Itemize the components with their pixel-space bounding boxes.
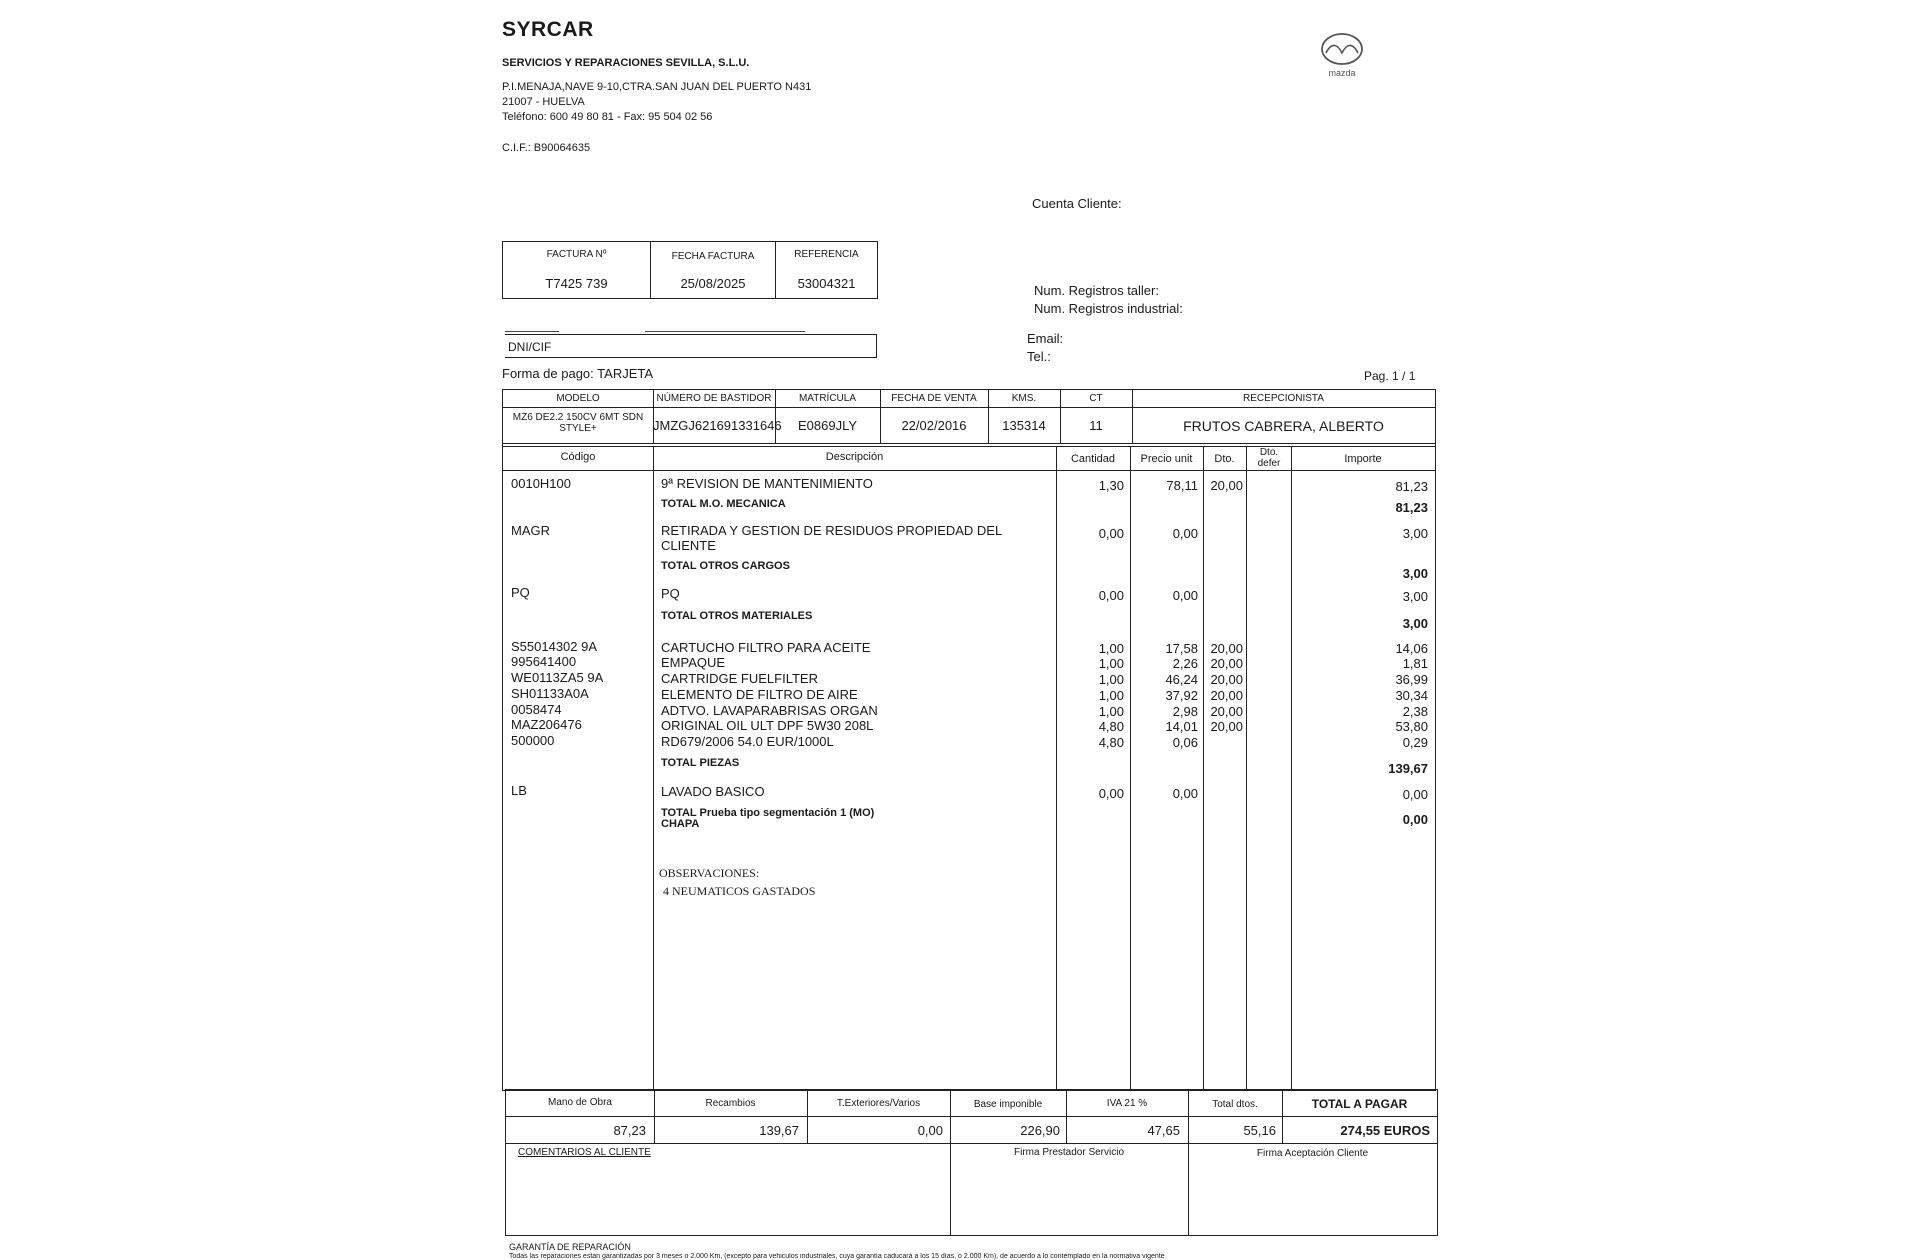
line-discount: 20,00	[1210, 719, 1243, 734]
line-description: PQ	[661, 586, 680, 601]
line-discount: 20,00	[1210, 688, 1243, 703]
invoice-reference-header: REFERENCIA	[794, 249, 859, 260]
line-quantity: 1,00	[1098, 704, 1124, 719]
vehicle-vin: JMZGJ621691331646	[653, 418, 782, 433]
warranty-text: Todas las reparaciones están garantizadas por 3 meses o 2.000 Km, (excepto para vehiculos industriales, cuya garantía caducará a los 15 días, o 2.000 Km), de acuerdo a lo contemplado en la normativa vigente	[509, 1253, 1165, 1260]
line-code: 0010H100	[511, 476, 571, 491]
group-total: 0,00	[1402, 812, 1428, 827]
vat-rate: 21 %	[1124, 1098, 1148, 1109]
dni-box	[505, 334, 877, 358]
line-unit-price: 14,01	[1165, 719, 1198, 734]
company-address-line1: P.I.MENAJA,NAVE 9-10,CTRA.SAN JUAN DEL PUERTO N431	[502, 81, 812, 93]
group-total: 3,00	[1402, 616, 1428, 631]
line-description: RD679/2006 54.0 EUR/1000L	[661, 734, 834, 749]
parts-label: Recambios	[705, 1098, 756, 1109]
line-code: 500000	[511, 733, 555, 748]
line-amount: 0,00	[1402, 787, 1428, 802]
group-total: 81,23	[1395, 500, 1428, 515]
vehicle-header-kms: KMS.	[1011, 393, 1037, 404]
vehicle-header-vin: NÚMERO DE BASTIDOR	[656, 393, 772, 404]
line-description: CARTRIDGE FUELFILTER	[661, 671, 818, 686]
line-amount: 36,99	[1395, 672, 1428, 687]
line-code: S55014302 9A	[511, 639, 598, 654]
dni-top-line-left	[505, 331, 559, 332]
line-amount: 3,00	[1402, 589, 1428, 604]
lcol-desc	[1056, 446, 1057, 1090]
invoice-number: T7425 739	[545, 276, 608, 291]
parts-value: 139,67	[759, 1123, 799, 1138]
line-code: PQ	[511, 585, 530, 600]
vat-label-text: IVA	[1106, 1098, 1122, 1109]
vehicle-model-line2: STYLE+	[559, 423, 597, 434]
line-unit-price: 37,92	[1165, 688, 1198, 703]
header-amount: Importe	[1344, 453, 1382, 465]
vehicle-header-divider	[503, 407, 1435, 408]
vehicle-header-sale-date: FECHA DE VENTA	[891, 393, 977, 404]
line-quantity: 0,00	[1098, 526, 1124, 541]
line-unit-price: 0,00	[1172, 588, 1198, 603]
payment-method	[502, 366, 653, 381]
company-legal-name: SERVICIOS Y REPARACIONES SEVILLA, S.L.U.	[502, 57, 750, 69]
line-unit-price: 46,24	[1165, 672, 1198, 687]
discounts-label: Total dtos.	[1212, 1099, 1258, 1110]
invoice-reference-cell	[776, 242, 877, 298]
vat-value: 47,65	[1147, 1123, 1180, 1138]
header-quantity: Cantidad	[1070, 453, 1116, 465]
invoice-date-header: FECHA FACTURA	[671, 251, 755, 262]
line-code: MAZ206476	[511, 717, 582, 732]
lcol-qty	[1130, 446, 1131, 1090]
group-total-label: TOTAL Prueba tipo segmentación 1 (MO) CHAPA	[661, 807, 875, 830]
line-description: 9ª REVISION DE MANTENIMIENTO	[661, 476, 873, 491]
line-unit-price: 0,06	[1172, 735, 1198, 750]
header-deferred-discount: Dto. defer	[1257, 447, 1281, 469]
vat-label	[1066, 1098, 1188, 1109]
line-discount: 20,00	[1210, 641, 1243, 656]
email-label: Email:	[1027, 331, 1064, 346]
line-code: 0058474	[511, 702, 562, 717]
lcol-price	[1203, 446, 1204, 1090]
vehicle-row-divider	[503, 443, 1435, 444]
base-label: Base imponible	[973, 1099, 1043, 1110]
vehicle-plate: E0869JLY	[797, 418, 858, 433]
invoice-info-box	[502, 241, 878, 299]
line-discount: 20,00	[1210, 478, 1243, 493]
line-discount: 20,00	[1210, 704, 1243, 719]
line-unit-price: 17,58	[1165, 641, 1198, 656]
header-description: Descripción	[825, 451, 884, 463]
mazda-logo-text: mazda	[1328, 68, 1356, 78]
warranty-title: GARANTÍA DE REPARACIÓN	[509, 1242, 631, 1252]
line-amount: 30,34	[1395, 688, 1428, 703]
header-unit-price: Precio unit	[1140, 453, 1193, 465]
line-quantity: 1,00	[1098, 641, 1124, 656]
line-description: ADTVO. LAVAPARABRISAS ORGAN	[661, 703, 878, 718]
line-quantity: 4,80	[1098, 719, 1124, 734]
dni-label: DNI/CIF	[508, 340, 552, 354]
line-code: MAGR	[511, 523, 550, 538]
line-code: LB	[511, 783, 527, 798]
company-cif: C.I.F.: B90064635	[502, 142, 591, 154]
vehicle-sale-date: 22/02/2016	[901, 418, 967, 433]
header-discount: Dto.	[1214, 453, 1235, 465]
line-amount: 1,81	[1402, 656, 1428, 671]
line-amount: 2,38	[1402, 704, 1428, 719]
group-total-label: TOTAL PIEZAS	[661, 757, 740, 769]
group-total-label: TOTAL M.O. MECANICA	[661, 498, 786, 510]
company-name: SYRCAR	[502, 18, 594, 41]
totals-divider	[506, 1116, 1437, 1117]
line-description: ORIGINAL OIL ULT DPF 5W30 208L	[661, 718, 874, 733]
tel-label: Tel.:	[1027, 349, 1051, 364]
vehicle-header-plate: MATRÍCULA	[798, 393, 857, 404]
base-value: 226,90	[1020, 1123, 1060, 1138]
line-amount: 14,06	[1395, 641, 1428, 656]
total-value: 274,55 EUROS	[1340, 1123, 1430, 1138]
group-total: 139,67	[1388, 761, 1428, 776]
line-quantity: 1,00	[1098, 656, 1124, 671]
client-account-label: Cuenta Cliente:	[1032, 196, 1122, 211]
client-signature-label: Firma Aceptación Cliente	[1256, 1148, 1369, 1159]
observations-text: 4 NEUMATICOS GASTADOS	[663, 884, 816, 898]
external-label: T.Exteriores/Varios	[836, 1098, 921, 1109]
line-quantity: 0,00	[1098, 786, 1124, 801]
vehicle-row-divider-2	[503, 446, 1435, 447]
total-label: TOTAL A PAGAR	[1311, 1097, 1408, 1111]
line-quantity: 4,80	[1098, 735, 1124, 750]
invoice-date-cell	[651, 242, 776, 298]
line-unit-price: 0,00	[1172, 526, 1198, 541]
line-amount: 53,80	[1395, 719, 1428, 734]
vehicle-model-line1: MZ6 DE2.2 150CV 6MT SDN	[512, 412, 644, 423]
header-code: Código	[560, 451, 596, 463]
line-description: CARTUCHO FILTRO PARA ACEITE	[661, 640, 871, 655]
invoice-number-header: FACTURA Nº	[546, 249, 607, 260]
reg-industrial-label: Num. Registros industrial:	[1034, 301, 1183, 316]
labor-value: 87,23	[613, 1123, 646, 1138]
discounts-value: 55,16	[1243, 1123, 1276, 1138]
group-total-label: TOTAL OTROS CARGOS	[661, 560, 790, 572]
lcol-dto	[1246, 446, 1247, 1090]
vehicle-receptionist: FRUTOS CABRERA, ALBERTO	[1183, 418, 1384, 434]
line-amount: 0,29	[1402, 735, 1428, 750]
lcol-code	[653, 446, 654, 1090]
line-discount: 20,00	[1210, 672, 1243, 687]
line-description: EMPAQUE	[661, 655, 726, 670]
invoice-reference: 53004321	[797, 276, 856, 291]
line-code: SH01133A0A	[511, 686, 589, 701]
line-discount: 20,00	[1210, 656, 1243, 671]
lines-header-divider	[503, 470, 1435, 471]
line-quantity: 0,00	[1098, 588, 1124, 603]
external-value: 0,00	[917, 1123, 943, 1138]
payment-label: Forma de pago:	[502, 366, 594, 381]
page-number: Pag. 1 / 1	[1364, 369, 1416, 383]
line-unit-price: 2,26	[1172, 656, 1198, 671]
line-amount: 3,00	[1402, 526, 1428, 541]
line-unit-price: 0,00	[1172, 786, 1198, 801]
line-unit-price: 2,98	[1172, 704, 1198, 719]
comments-label: COMENTARIOS AL CLIENTE	[518, 1147, 651, 1158]
vehicle-header-model: MODELO	[556, 393, 600, 404]
signature-box	[505, 1142, 1438, 1236]
vehicle-header-ct: CT	[1089, 393, 1103, 404]
line-quantity: 1,30	[1098, 478, 1124, 493]
provider-signature-label: Firma Prestador Servicio	[1013, 1147, 1125, 1158]
company-phone: Teléfono: 600 49 80 81 - Fax: 95 504 02 56	[502, 111, 713, 123]
line-quantity: 1,00	[1098, 672, 1124, 687]
invoice-date: 25/08/2025	[680, 276, 746, 291]
dni-top-line-right	[645, 331, 805, 332]
group-total: 3,00	[1402, 566, 1428, 581]
vehicle-header-receptionist: RECEPCIONISTA	[1243, 393, 1324, 404]
labor-label: Mano de Obra	[548, 1097, 612, 1108]
line-description: RETIRADA Y GESTION DE RESIDUOS PROPIEDAD DEL CLIENTE	[661, 523, 1002, 553]
invoice-lines-table	[502, 389, 1436, 1091]
line-unit-price: 78,11	[1166, 478, 1198, 493]
line-quantity: 1,00	[1098, 688, 1124, 703]
line-amount: 81,23	[1395, 479, 1428, 494]
vehicle-model	[505, 412, 651, 434]
invoice-number-cell	[503, 242, 651, 298]
vehicle-kms: 135314	[1002, 418, 1046, 433]
reg-taller-label: Num. Registros taller:	[1034, 283, 1159, 298]
line-code: WE0113ZA5 9A	[511, 670, 604, 685]
group-total-label: TOTAL OTROS MATERIALES	[661, 610, 813, 622]
payment-value: TARJETA	[597, 366, 654, 381]
company-address-line2: 21007 - HUELVA	[502, 96, 585, 108]
line-code: 995641400	[511, 654, 577, 669]
line-description: ELEMENTO DE FILTRO DE AIRE	[661, 687, 858, 702]
line-description: LAVADO BASICO	[661, 784, 765, 799]
vehicle-ct: 11	[1089, 418, 1103, 433]
observations-label: OBSERVACIONES:	[659, 866, 760, 880]
totals-box	[505, 1089, 1438, 1144]
